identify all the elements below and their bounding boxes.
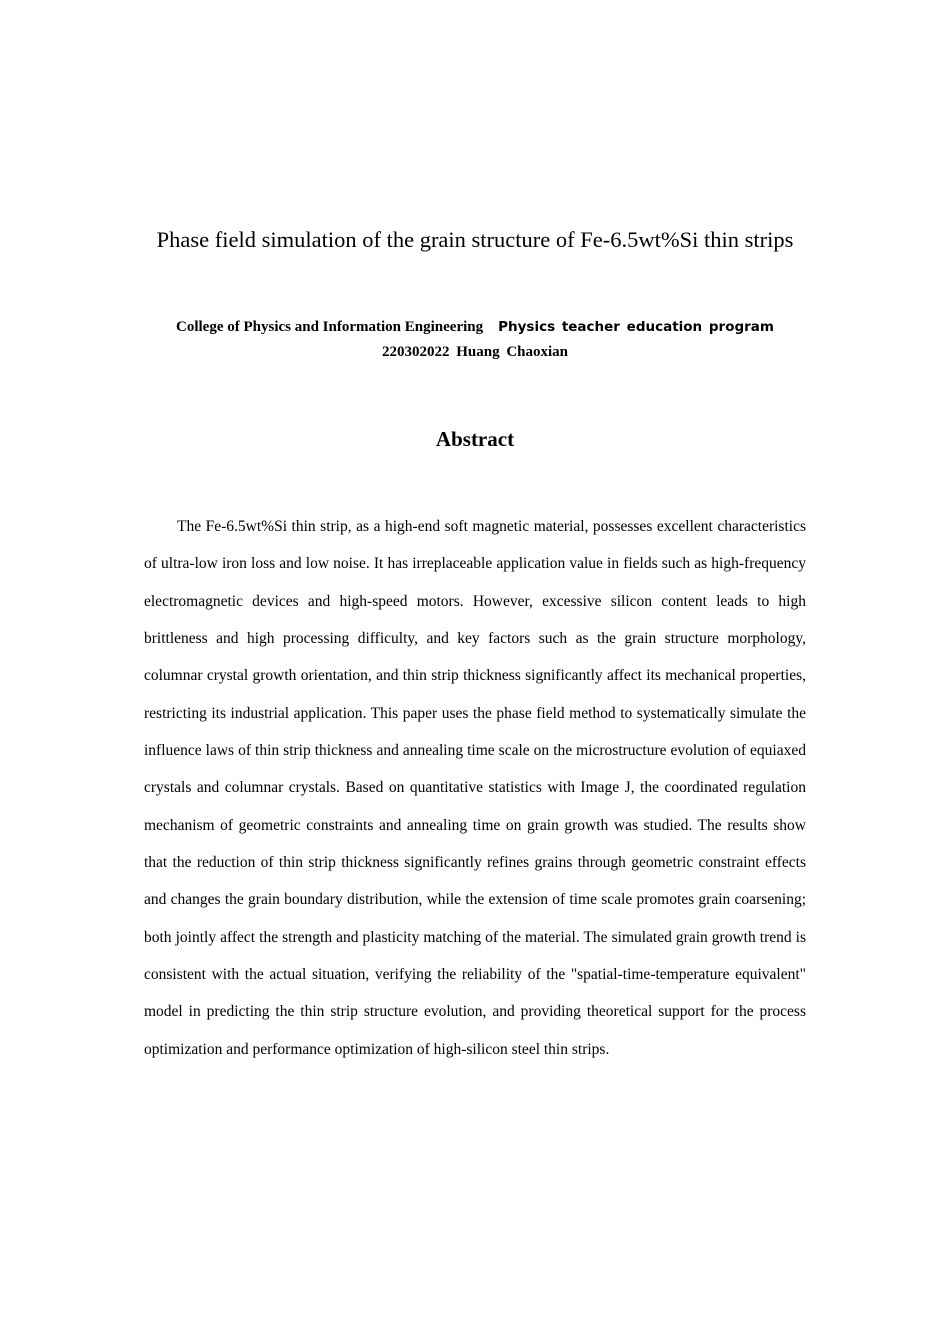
abstract-heading: Abstract <box>435 427 515 451</box>
author-line: 220302022 Huang Chaoxian <box>381 344 569 360</box>
affiliation-program: Physics teacher education program <box>498 319 774 335</box>
affiliation-college: College of Physics and Information Engineering <box>176 319 484 335</box>
paper-title: Phase field simulation of the grain structure of Fe-6.5wt%Si thin strips <box>156 227 794 252</box>
abstract-body: The Fe-6.5wt%Si thin strip, as a high-end soft magnetic material, possesses excellent characteristics of ultra-low iron loss and low noise. It has irreplaceable application value in fields such as high-frequency electromagnetic devices and high-speed motors. However, excessive silicon content leads to high brittleness and high processing difficulty, and key factors such as the grain structure morphology, columnar crystal growth orientation, and thin strip thickness significantly affect its mechanical properties, restricting its industrial application. This paper uses the phase field method to systematically simulate the influence laws of thin strip thickness and annealing time scale on the microstructure evolution of equiaxed crystals and columnar crystals. Based on quantitative statistics with Image J, the coordinated regulation mechanism of geometric constraints and annealing time on grain growth was studied. The results show that the reduction of thin strip thickness significantly refines grains through geometric constraint effects and changes the grain boundary distribution, while the extension of time scale promotes grain coarsening; both jointly affect the strength and plasticity matching of the material. The simulated grain growth trend is consistent with the actual situation, verifying the reliability of the "spatial-time-temperature equivalent" model in predicting the thin strip structure evolution, and providing theoretical support for the process optimization and performance optimization of high-silicon steel thin strips. <box>144 518 806 1058</box>
affiliation-line <box>140 315 810 339</box>
